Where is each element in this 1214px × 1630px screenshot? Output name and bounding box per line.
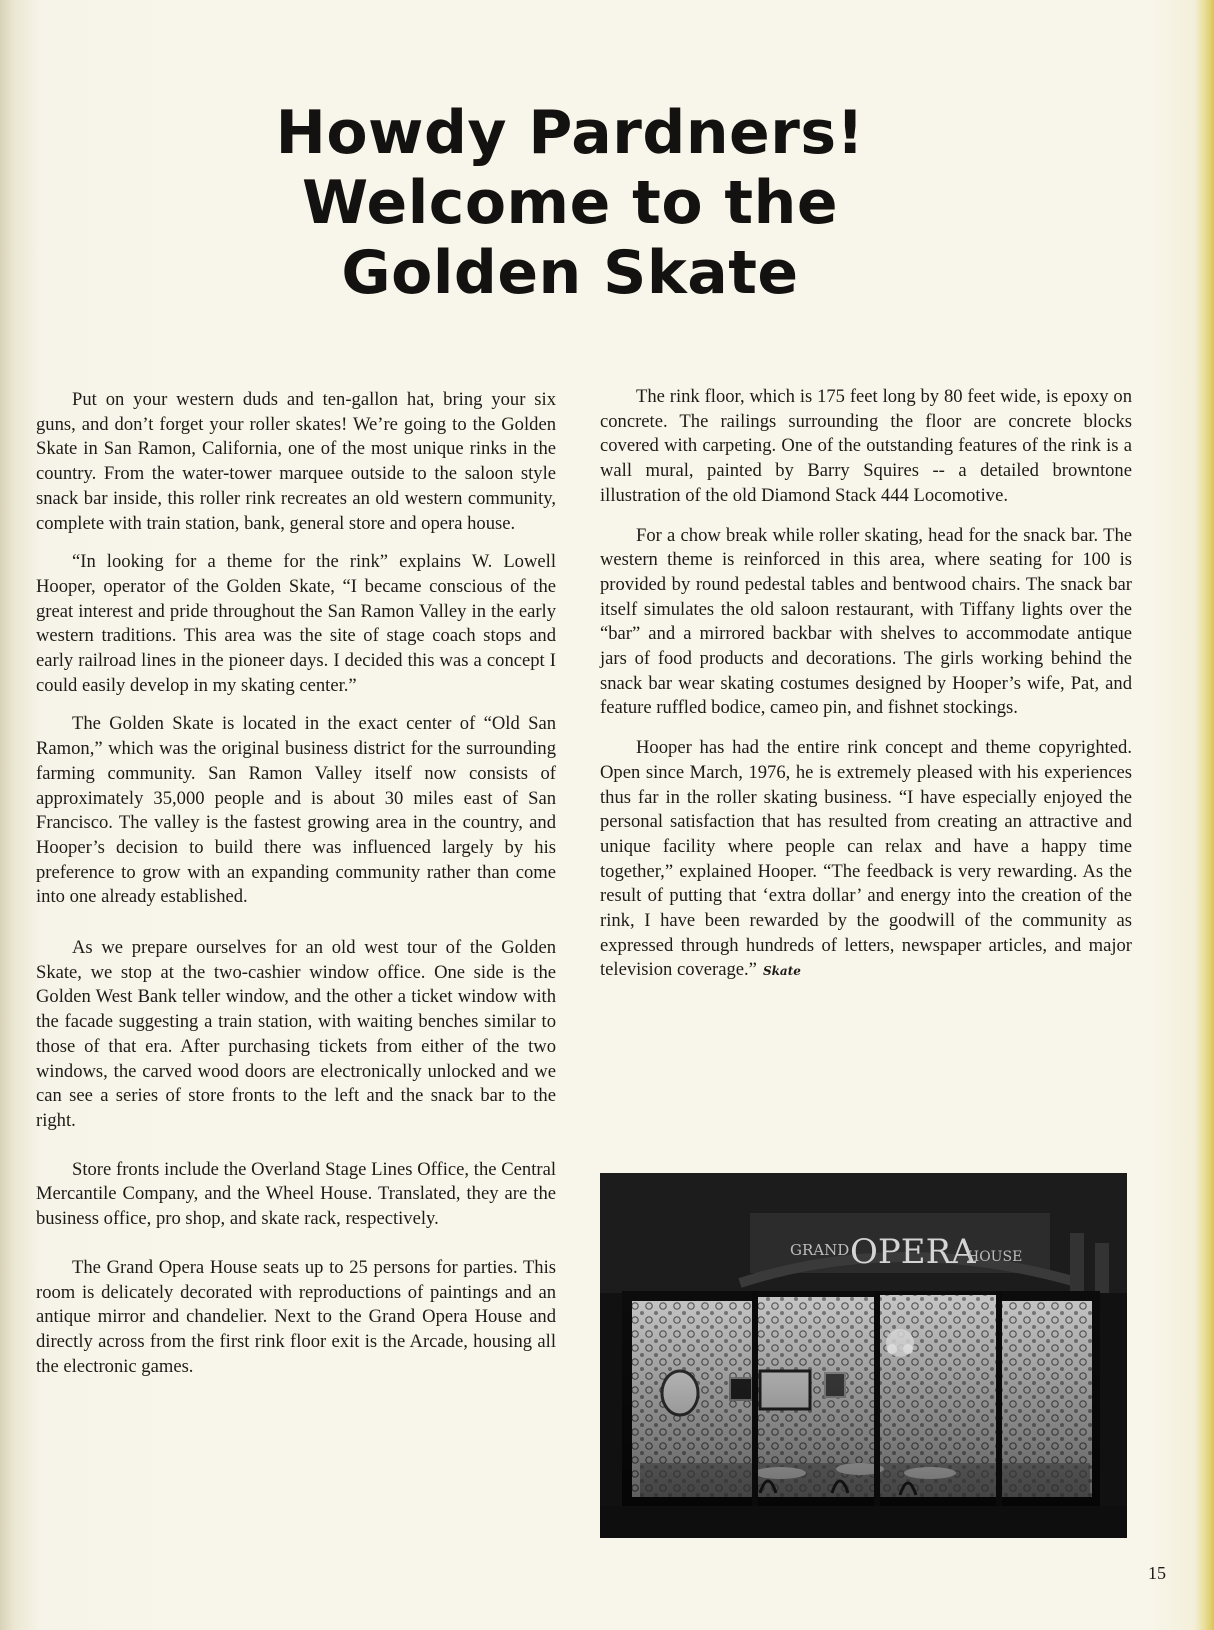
paragraph: “In looking for a theme for the rink” explains W. Lowell Hooper, operator of the Golden Skate, “I became conscious of the great interest and pride throughout the San Ramon Valley in the early western traditions. This area was the site of stage coach stops and early railroad lines in the pioneer days. I decided this was a concept I could easily develop in my skating center.” bbox=[36, 551, 556, 696]
paragraph: Put on your western duds and ten-gallon hat, bring your six guns, and don’t forget your roller skates! We’re going to the Golden Skate in San Ramon, California, one of the most unique rinks in the country. From the water-tower marquee outside to the saloon style snack bar inside, this roller rink recreates an old western community, complete with train station, bank, general store and opera house. bbox=[36, 389, 556, 534]
title-line-1: Howdy Pardners! bbox=[275, 98, 865, 168]
opera-house-storefront-image bbox=[600, 1173, 1127, 1538]
sign-house-text: HOUSE bbox=[967, 1249, 1023, 1265]
sign-grand-text: GRAND bbox=[790, 1241, 850, 1259]
paragraph: The rink floor, which is 175 feet long by 80 feet wide, is epoxy on concrete. The railings surrounding the floor are concrete blocks covered with carpeting. One of the outstanding features of the rink is a wall mural, painted by Barry Squires -- a detailed browntone illustration of the old Diamond Stack 444 Locomotive. bbox=[600, 386, 1132, 506]
title-line-2: Welcome to the bbox=[301, 168, 839, 238]
paragraph: As we prepare ourselves for an old west tour of the Golden Skate, we stop at the two-cashier window office. One side is the Golden West Bank teller window, and the other a ticket window with the facade suggesting a train station, with waiting benches similar to those of that era. After purchasing tickets from either of the two windows, the carved wood doors are electronically unlocked and we can see a series of store fronts to the left and the snack bar to the right. bbox=[36, 937, 556, 1131]
skate-signoff-mark: Skate bbox=[762, 964, 801, 979]
opera-house-photo bbox=[600, 1173, 1127, 1538]
article-title bbox=[240, 98, 900, 308]
title-line-3: Golden Skate bbox=[341, 238, 799, 308]
paragraph: The Golden Skate is located in the exact center of “Old San Ramon,” which was the original business district for the surrounding farming community. San Ramon Valley itself now consists of approximately 35,000 people and is about 30 miles east of San Francisco. The valley is the fastest growing area in the country, and Hooper’s decision to build there was influenced largely by his preference to grow with an expanding community rather than come into one already established. bbox=[36, 713, 556, 908]
paragraph: For a chow break while roller skating, head for the snack bar. The western theme is reinforced in this area, where seating for 100 is provided by round pedestal tables and bentwood chairs. The snack bar itself simulates the old saloon restaurant, with Tiffany lights over the “bar” and a mirrored backbar with shelves to accommodate antique jars of food products and decorations. The girls working behind the snack bar wear skating costumes designed by Hooper’s wife, Pat, and feature ruffled bodice, cameo pin, and fishnet stockings. bbox=[600, 524, 1132, 719]
left-column bbox=[36, 388, 556, 1393]
right-column bbox=[600, 385, 1132, 999]
paragraph: The Grand Opera House seats up to 25 persons for parties. This room is delicately decorated with reproductions of paintings and an antique mirror and chandelier. Next to the Grand Opera House and directly across from the first rink floor exit is the Arcade, housing all the electronic games. bbox=[36, 1256, 556, 1377]
paragraph-text: Hooper has had the entire rink concept and theme copyrighted. Open since March, 1976, he is extremely pleased with his experiences thus far in the roller skating business. “I have especially enjoyed the personal satisfaction that has resulted from creating an attractive and unique facility where people can relax and have a happy time together,” explained Hooper. “The feedback is very rewarding. As the result of putting that ‘extra dollar’ and energy into the creation of the rink, I have been rewarded by the goodwill of the community as expressed through hundreds of letters, newspaper articles, and major television coverage.” bbox=[600, 737, 1132, 981]
paragraph: Store fronts include the Overland Stage Lines Office, the Central Mercantile Company, and the Wheel House. Translated, they are the business office, pro shop, and skate rack, respectively. bbox=[36, 1158, 556, 1230]
page-number: 15 bbox=[1148, 1563, 1166, 1583]
paragraph bbox=[600, 736, 1132, 984]
sign-opera-text: OPERA bbox=[850, 1232, 976, 1272]
